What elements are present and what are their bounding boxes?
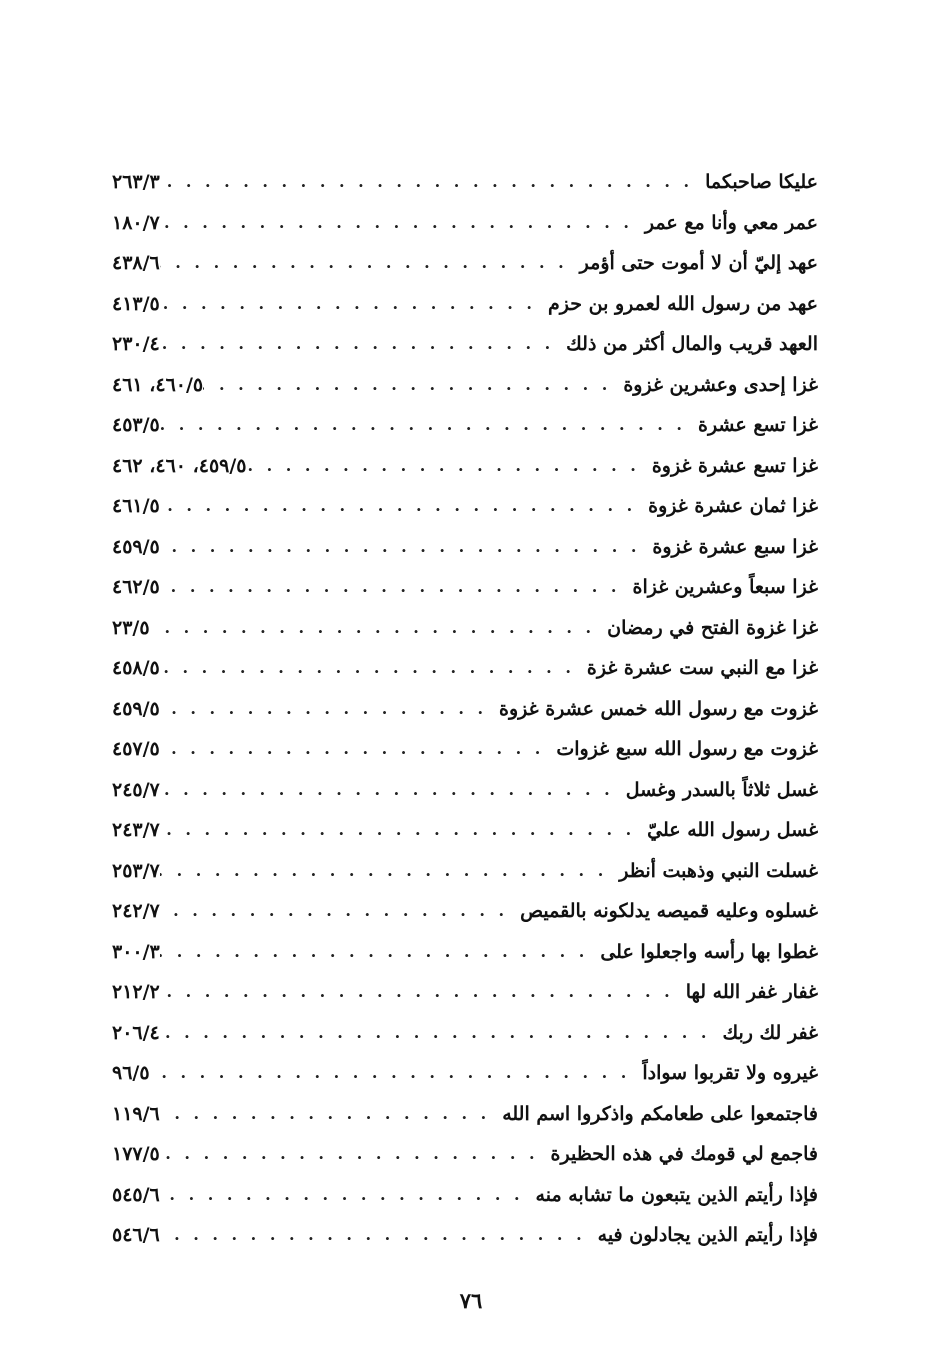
dot-leader (160, 782, 620, 798)
entry-text: غزا ثمان عشرة غزوة (648, 495, 818, 518)
index-entry (112, 243, 818, 284)
dot-leader (160, 417, 692, 433)
entry-text: غسل ثلاثاً بالسدر وغسل (625, 778, 818, 801)
index-entry (112, 1215, 818, 1256)
entry-text: غسلوه وعليه قميصه يدلكونه بالقميص (520, 900, 818, 923)
dot-leader (160, 903, 514, 919)
entry-reference: ٤١٣/٥ (112, 292, 160, 315)
index-entry (112, 527, 818, 568)
entry-reference: ٤٦٢/٥ (112, 576, 160, 599)
entry-reference: ٢٤٢/٧ (112, 900, 160, 923)
dot-leader (160, 944, 595, 960)
entry-text: غزا سبع عشرة غزوة (652, 535, 818, 558)
entry-reference: ٤٥٩/٥، ٤٦٠، ٤٦٢ (112, 454, 247, 477)
entry-text: عهد من رسول الله لعمرو بن حزم (548, 292, 818, 315)
index-entry (112, 1134, 818, 1175)
index-entry (112, 365, 818, 406)
index-entry (112, 770, 818, 811)
dot-leader (160, 1025, 717, 1041)
entry-reference: ٣٠٠/٣ (112, 940, 160, 963)
dot-leader (160, 660, 581, 676)
index-entry (112, 932, 818, 973)
entry-text: عليكا صاحبكما (705, 171, 818, 194)
entry-text: غطوا بها رأسه واجعلوا على (600, 940, 818, 963)
dot-leader (160, 539, 647, 555)
entry-text: غزا مع النبي ست عشرة غزة (586, 657, 818, 680)
entry-text: فاجمع لي قومك في هذه الحظيرة (550, 1143, 818, 1166)
dot-leader (160, 215, 639, 231)
entry-text: غفار غفر الله لها (685, 981, 818, 1004)
index-entry (112, 162, 818, 203)
index-entry (112, 405, 818, 446)
entry-reference: ٢١٢/٢ (112, 981, 160, 1004)
index-entry (112, 972, 818, 1013)
entry-reference: ١٧٧/٥ (112, 1143, 160, 1166)
index-entry (112, 1013, 818, 1054)
entry-text: عمر معي وأنا مع عمر (644, 211, 818, 234)
entry-text: غسل رسول الله عليّ (647, 819, 818, 842)
index-entry (112, 851, 818, 892)
entry-text: غفر لك ربك (722, 1021, 818, 1044)
index-entry (112, 729, 818, 770)
entry-reference: ٤٥٨/٥ (112, 657, 160, 680)
index-entry (112, 284, 818, 325)
dot-leader (160, 822, 641, 838)
entry-text: عهد إليّ أن لا أموت حتى أؤمر (579, 252, 818, 275)
entry-text: فإذا رأيتم الذين يتبعون ما تشابه منه (535, 1183, 818, 1206)
entry-reference: ٢٠٦/٤ (112, 1021, 160, 1044)
dot-leader (150, 1065, 637, 1081)
dot-leader (160, 579, 627, 595)
entry-reference: ٩٦/٥ (112, 1062, 150, 1085)
entry-reference: ٥٤٦/٦ (112, 1224, 160, 1247)
entry-text: غزا غزوة الفتح في رمضان (607, 616, 818, 639)
entry-text: غزا إحدى وعشرين غزوة (623, 373, 818, 396)
entry-reference: ٤٥٧/٥ (112, 738, 160, 761)
index-list (112, 162, 818, 1256)
index-entry (112, 648, 818, 689)
dot-leader (160, 1227, 592, 1243)
entry-reference: ٤٦١/٥ (112, 495, 160, 518)
entry-text: غسلت النبي وذهبت أنظر (619, 859, 818, 882)
dot-leader (160, 984, 680, 1000)
entry-reference: ٤٦٠/٥، ٤٦١ (112, 373, 204, 396)
index-entry (112, 203, 818, 244)
dot-leader (160, 1187, 530, 1203)
entry-text: غزا سبعاً وعشرين غزاة (632, 576, 818, 599)
entry-reference: ٤٥٩/٥ (112, 697, 160, 720)
index-entry (112, 567, 818, 608)
entry-reference: ١١٩/٦ (112, 1102, 160, 1125)
entry-reference: ٤٥٩/٥ (112, 535, 160, 558)
index-entry (112, 446, 818, 487)
entry-text: فاجتمعوا على طعامكم واذكروا اسم الله (502, 1102, 818, 1125)
entry-text: غيروه ولا تقربوا سواداً (642, 1062, 818, 1085)
entry-text: العهد قريب والمال أكثر من ذلك (566, 333, 818, 356)
entry-reference: ٢٥٣/٧ (112, 859, 160, 882)
entry-reference: ٥٤٥/٦ (112, 1183, 160, 1206)
entry-text: غزا تسع عشرة غزوة (651, 454, 818, 477)
dot-leader (160, 863, 614, 879)
index-entry (112, 1175, 818, 1216)
dot-leader (203, 377, 617, 393)
page-number: ٧٦ (459, 1288, 483, 1313)
dot-leader (160, 1146, 545, 1162)
index-entry (112, 1094, 818, 1135)
index-entry (112, 891, 818, 932)
index-entry (112, 810, 818, 851)
dot-leader (160, 336, 560, 352)
entry-text: غزوت مع رسول الله خمس عشرة غزوة (499, 697, 818, 720)
entry-reference: ١٨٠/٧ (112, 211, 160, 234)
entry-text: غزا تسع عشرة (697, 414, 818, 437)
dot-leader (160, 174, 699, 190)
entry-reference: ٢٤٣/٧ (112, 819, 160, 842)
entry-text: غزوت مع رسول الله سبع غزوات (556, 738, 818, 761)
dot-leader (150, 620, 602, 636)
index-entry (112, 324, 818, 365)
dot-leader (160, 255, 574, 271)
index-entry (112, 608, 818, 649)
dot-leader (160, 701, 493, 717)
dot-leader (160, 296, 542, 312)
entry-text: فإذا رأيتم الذين يجادلون فيه (597, 1224, 818, 1247)
index-entry (112, 486, 818, 527)
entry-reference: ٢٤٥/٧ (112, 778, 160, 801)
dot-leader (160, 498, 642, 514)
entry-reference: ٤٣٨/٦ (112, 252, 160, 275)
entry-reference: ٢٣/٥ (112, 616, 150, 639)
entry-reference: ٢٦٣/٣ (112, 171, 160, 194)
index-entry (112, 689, 818, 730)
dot-leader (247, 458, 646, 474)
index-entry (112, 1053, 818, 1094)
entry-reference: ٢٣٠/٤ (112, 333, 160, 356)
dot-leader (160, 1106, 496, 1122)
dot-leader (160, 741, 551, 757)
entry-reference: ٤٥٣/٥ (112, 414, 160, 437)
